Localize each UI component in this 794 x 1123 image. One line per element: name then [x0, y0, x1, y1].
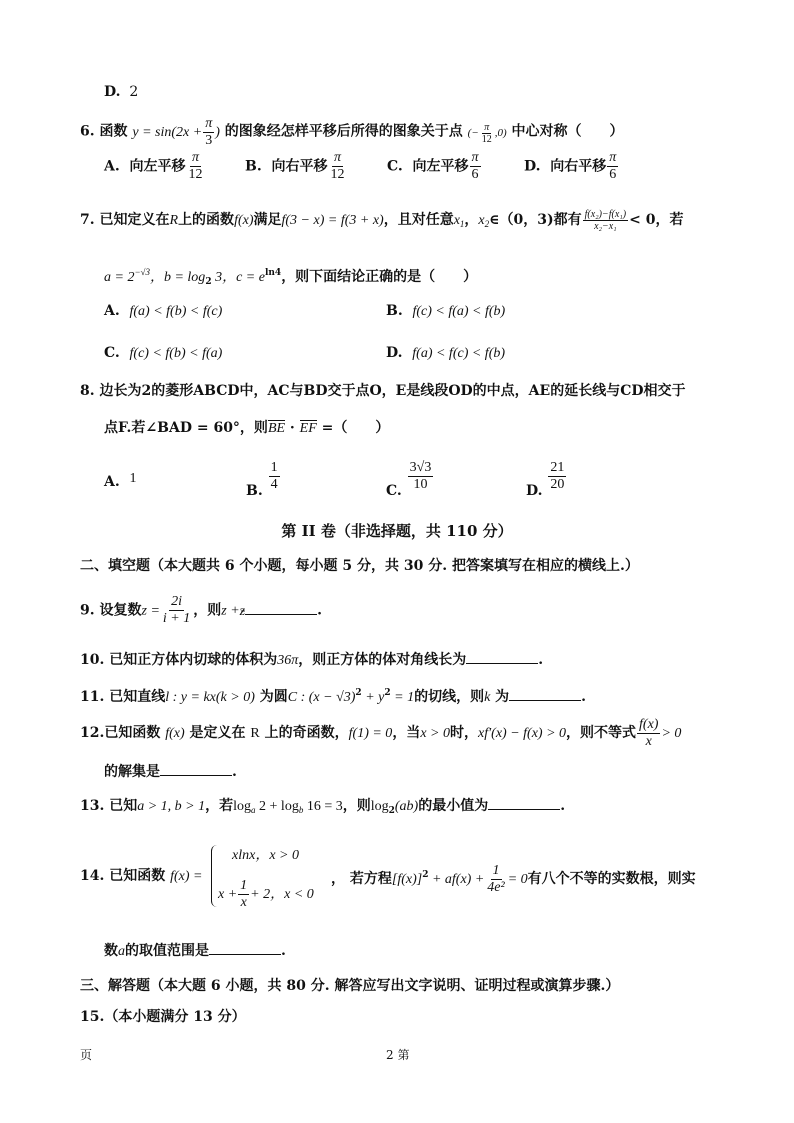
q7-fraction: $\frac{\text{f(x₂)−f(x₁)}}{\text{x₂−x₁}}$ [584, 208, 627, 232]
question-7: 7. 已知定义在R上的函数f(x)满足f(3 − x) = f(3 + x)，且对任意$x_1$，$x_2\in(0$，3)都有 $\frac{\text{f(x₂)−f(x₁)}}{\text{x₂−x₁}}$ < 0，若 [80, 208, 684, 232]
q6-function: y = sin(2x + $\frac{\pi}{3}$ ) [132, 116, 220, 148]
question-9: 9. 设复数z = $\frac{2i}{i + 1}$ ，则z +- z . [80, 594, 322, 628]
question-10: 10. 已知正方体内切球的体积为36π，则正方体的体对角线长为 . [80, 652, 544, 668]
q12-line-2: 的解集是 . [104, 764, 237, 780]
q6-option-b: B. 向右平移 $\frac{\pi}{12}$ [245, 150, 345, 182]
q14-answer-blank[interactable] [209, 942, 281, 955]
q7-option-c: C. f(c) < f(b) < f(a) [104, 345, 223, 361]
q5-option-d: D. 2 [104, 84, 139, 100]
q9-answer-blank[interactable] [245, 602, 317, 615]
question-14: 14. 已知函数 f(x) = [80, 868, 203, 884]
q7-option-d: D. f(a) < f(c) < f(b) [386, 345, 506, 361]
q14-line-2: 数a的取值范围是 . [104, 943, 286, 959]
q8-option-b: B. $\frac{1}{4}$ [246, 460, 278, 499]
footer-page-number: 2 第 [386, 1048, 410, 1062]
q8-option-d: D. $\frac{21}{20}$ [526, 460, 565, 499]
q8-option-c: C. $\frac{3√3}{10}$ [386, 460, 432, 499]
q7-option-a: A. f(a) < f(b) < f(c) [104, 303, 223, 319]
question-13: 13. 已知a > 1, b > 1，若$\log_a 2 + \log_b 16 = 3$，则$\log_2(ab)$的最小值为 . [80, 798, 566, 816]
q6-option-c: C. 向左平移 $\frac{\pi}{6}$ [387, 150, 479, 182]
q11-answer-blank[interactable] [509, 688, 581, 701]
q13-answer-blank[interactable] [488, 797, 560, 810]
section-2-header: 二、填空题（本大题共 6 个小题，每小题 5 分，共 30 分. 把答案填写在相应的横线上.） [80, 558, 639, 574]
q6-point: (− $\frac{\pi}{12}$ ,0) [467, 121, 507, 145]
q12-answer-blank[interactable] [160, 763, 232, 776]
q14-case-1: xlnx，x > 0 [232, 848, 299, 863]
q8-option-a: A. 1 [104, 471, 137, 490]
section-3-header: 三、解答题（本大题 6 小题，共 80 分. 解答应写出文字说明、证明过程或演算步骤.） [80, 978, 620, 994]
q14-equation: ， 若方程$[f(x)]^2 + af(x)$ + $\frac{1}{\text{4e²}}$ = 0有八个不等的实数根，则实 [331, 862, 696, 895]
q6-option-a: A. 向左平移 $\frac{\pi}{12}$ [104, 150, 203, 182]
q7-option-b: B. f(c) < f(a) < f(b) [386, 303, 506, 319]
piecewise-brace [211, 845, 218, 907]
section-2-title: 第 II 卷（非选择题，共 110 分） [281, 522, 513, 540]
question-15-label: 15.（本小题满分 13 分） [80, 1009, 246, 1025]
q7-line-2: $a = 2^{-√3}$，$b = \log_2 3$，$c = e^{ln4}$，则下面结论正确的是（ ） [104, 267, 478, 287]
q10-answer-blank[interactable] [466, 651, 538, 664]
question-12: 12.已知函数 f(x) 是定义在 R 上的奇函数，f(1) = 0，当x > 0时，xf′(x) − f(x) > 0，则不等式 $\frac{f(x)}{x}$ > 0 [80, 716, 682, 749]
question-11: 11. 已知直线l : y = kx(k > 0) 为圆C : $(x - √3)^2 + y^2 = 1$的切线，则k 为 . [80, 688, 587, 705]
q14-case-2: x + $\frac{1}{x}$ + 2，x < 0 [218, 878, 314, 911]
vector-ef: EF [299, 421, 317, 436]
q6-option-d: D. 向右平移 $\frac{\pi}{6}$ [524, 150, 617, 182]
footer-left: 页 [80, 1048, 93, 1062]
question-6: 6. 函数 y = sin(2x + $\frac{\pi}{3}$ ) 的图象经怎样平移后所得的图象关于点 (− $\frac{\pi}{12}$ ,0) 中心对称（ ） [80, 116, 624, 148]
q8-line-2: 点F.若∠BAD = 60°，则BE · EF =（ ） [104, 420, 390, 436]
vector-be: BE [267, 421, 286, 436]
question-8: 8. 边长为2的菱形ABCD中，AC与BD交于点O，E是线段OD的中点，AE的延长线与CD相交于 [80, 383, 686, 399]
